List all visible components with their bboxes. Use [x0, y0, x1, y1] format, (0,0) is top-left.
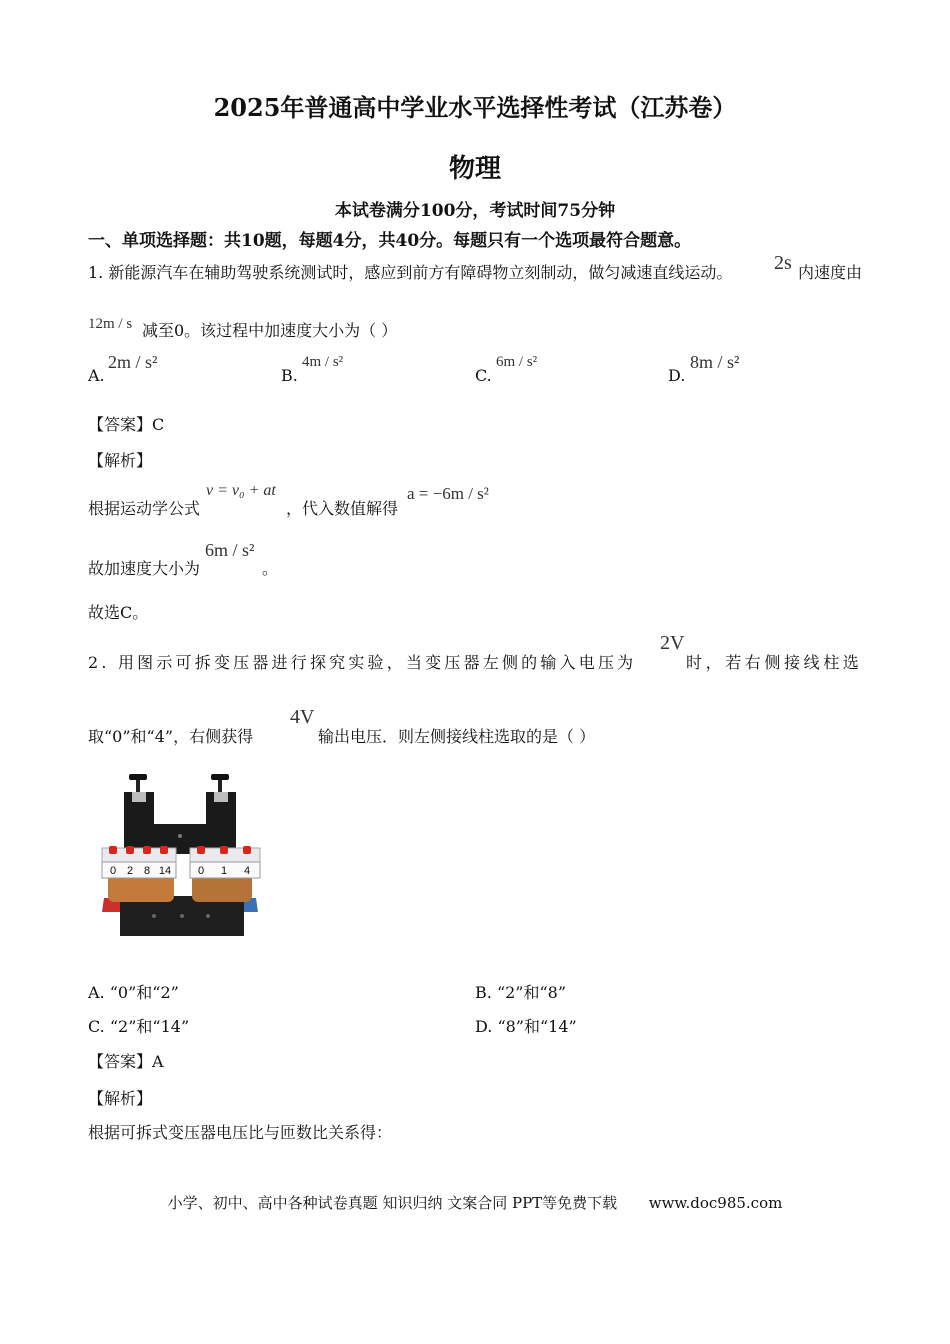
q2-stem-c: 取“0”和“4”，右侧获得 — [88, 727, 254, 746]
q1-solution-a: 根据运动学公式 — [88, 499, 201, 518]
q2-answer: 【答案】A — [88, 1052, 164, 1071]
right-terminal-1: 1 — [220, 865, 228, 877]
left-terminal-8: 8 — [143, 865, 151, 877]
q1-math-time: 2s — [774, 252, 792, 274]
q1-option-b-value: 4m / s² — [302, 354, 344, 370]
q2-analysis-tag: 【解析】 — [88, 1089, 153, 1108]
q2-solution-a: 根据可拆式变压器电压比与匝数比关系得： — [88, 1123, 393, 1142]
q1-option-d-value: 8m / s² — [690, 352, 740, 372]
q1-analysis-tag: 【解析】 — [88, 451, 153, 470]
q2-stem-b: 时，若右侧接线柱选 — [686, 653, 863, 672]
q2-option-c: C. “2”和“14” — [88, 1017, 190, 1036]
q1-answer: 【答案】C — [88, 415, 165, 434]
q1-formula: v = v₀ + at — [206, 482, 276, 499]
q1-math-velocity: 12m / s — [88, 316, 133, 332]
right-terminal-4: 4 — [243, 865, 251, 877]
q1-option-c-value: 6m / s² — [496, 354, 538, 370]
section-heading: 一、单项选择题：共10题，每题4分，共40分。每题只有一个选项最符合题意。 — [88, 231, 692, 251]
exam-title: 2025年普通高中学业水平选择性考试（江苏卷） — [213, 93, 737, 122]
q1-option-a-value: 2m / s² — [108, 352, 158, 372]
q2-option-a: A. “0”和“2” — [88, 983, 179, 1002]
q1-solution-b: ，代入数值解得 — [286, 499, 399, 518]
left-terminal-2: 2 — [126, 865, 134, 877]
footer-site-link[interactable]: www.doc985.com — [648, 1194, 783, 1212]
transformer-figure — [96, 770, 266, 940]
q1-solution-d: 故选C。 — [88, 603, 149, 622]
q1-result2: 6m / s² — [205, 540, 255, 560]
footer-text: 小学、初中、高中各种试卷真题 知识归纳 文案合同 PPT等免费下载 — [167, 1194, 618, 1212]
left-terminal-14: 14 — [158, 865, 172, 877]
q1-option-c-label: C. — [475, 366, 492, 385]
exam-info: 本试卷满分100分，考试时间75分钟 — [334, 201, 616, 221]
q2-stem-a: 2. 用图示可拆变压器进行探究实验，当变压器左侧的输入电压为 — [88, 653, 637, 672]
page-footer — [0, 1192, 950, 1213]
q1-stem-a: 1. 新能源汽车在辅助驾驶系统测试时，感应到前方有障碍物立刻制动，做匀减速直线运动。 — [88, 263, 733, 282]
q2-stem-d: 输出电压．则左侧接线柱选取的是（ ） — [318, 727, 596, 746]
q1-solution-c: 故加速度大小为 — [88, 559, 201, 578]
left-terminal-0: 0 — [109, 865, 117, 877]
subject-title: 物理 — [448, 154, 501, 184]
q2-math-input-voltage: 2V — [660, 632, 685, 654]
q2-option-d: D. “8”和“14” — [475, 1017, 577, 1036]
q1-solution-c-end: 。 — [262, 559, 279, 578]
q1-stem-b: 内速度由 — [798, 263, 863, 282]
q1-option-a-label: A. — [88, 366, 105, 385]
q2-math-output-voltage: 4V — [290, 706, 315, 728]
q1-option-b-label: B. — [281, 366, 298, 385]
right-terminal-0: 0 — [197, 865, 205, 877]
q1-option-d-label: D. — [668, 366, 686, 385]
q1-stem-c: 减至0。该过程中加速度大小为（ ） — [142, 321, 398, 340]
q1-result: a = −6m / s² — [407, 484, 489, 503]
q2-option-b: B. “2”和“8” — [475, 983, 567, 1002]
